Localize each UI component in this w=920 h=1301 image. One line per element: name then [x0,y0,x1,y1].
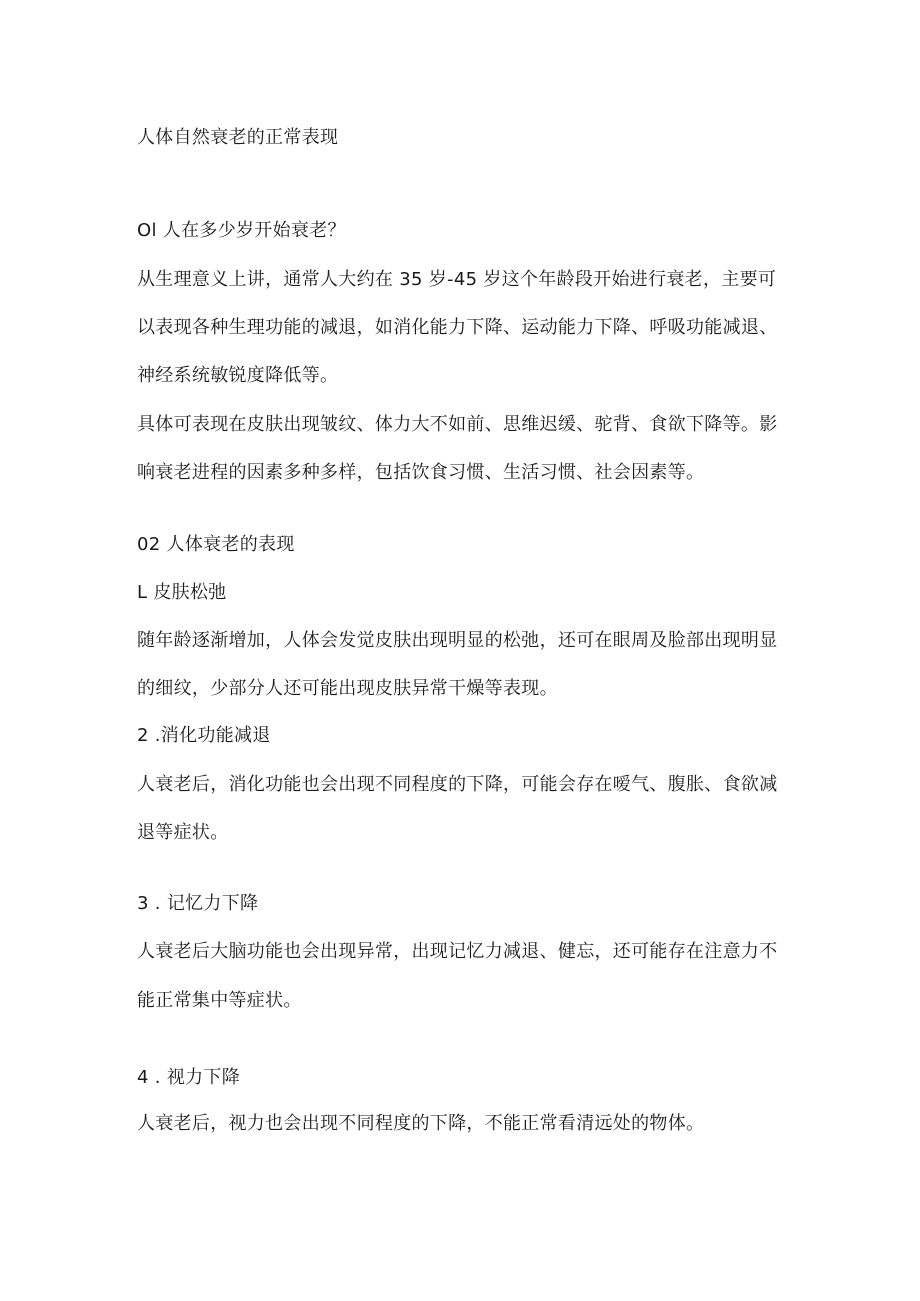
section-1-para-1-line-2: 以表现各种生理功能的减退，如消化能力下降、运动能力下降、呼吸功能减退、 [137,317,778,338]
item-4-heading: 4 . 视力下降 [137,1067,241,1088]
item-3-heading: 3 . 记忆力下降 [137,893,259,914]
item-4-line-1: 人衰老后，视力也会出现不同程度的下降，不能正常看清远处的物体。 [137,1113,705,1134]
section-1-para-2-line-1: 具体可表现在皮肤出现皱纹、体力大不如前、思维迟缓、驼背、食欲下降等。影 [137,414,778,435]
item-2-heading: 2 .消化功能减退 [137,725,271,746]
item-2-line-1: 人衰老后，消化功能也会出现不同程度的下降，可能会存在嗳气、腹胀、食欲减 [137,774,778,795]
item-2-line-2: 退等症状。 [137,822,229,843]
section-1-para-2-line-2: 响衰老进程的因素多种多样，包括饮食习惯、生活习惯、社会因素等。 [137,462,705,483]
section-1-para-1-line-3: 神经系统敏锐度降低等。 [137,365,339,386]
item-3-line-1: 人衰老后大脑功能也会出现异常，出现记忆力减退、健忘，还可能存在注意力不 [137,941,778,962]
item-3-line-2: 能正常集中等症状。 [137,990,302,1011]
document-title: 人体自然衰老的正常表现 [137,127,339,148]
item-1-line-1: 随年龄逐渐增加，人体会发觉皮肤出现明显的松弛，还可在眼周及脸部出现明显 [137,630,778,651]
section-1-heading: Ol 人在多少岁开始衰老？ [137,220,346,241]
item-1-line-2: 的细纹，少部分人还可能出现皮肤异常干燥等表现。 [137,678,558,699]
section-1-para-1-line-1: 从生理意义上讲，通常人大约在 35 岁-45 岁这个年龄段开始进行衰老，主要可 [137,269,777,290]
item-1-heading: L 皮肤松弛 [137,582,227,603]
section-2-heading: 02 人体衰老的表现 [137,534,295,555]
